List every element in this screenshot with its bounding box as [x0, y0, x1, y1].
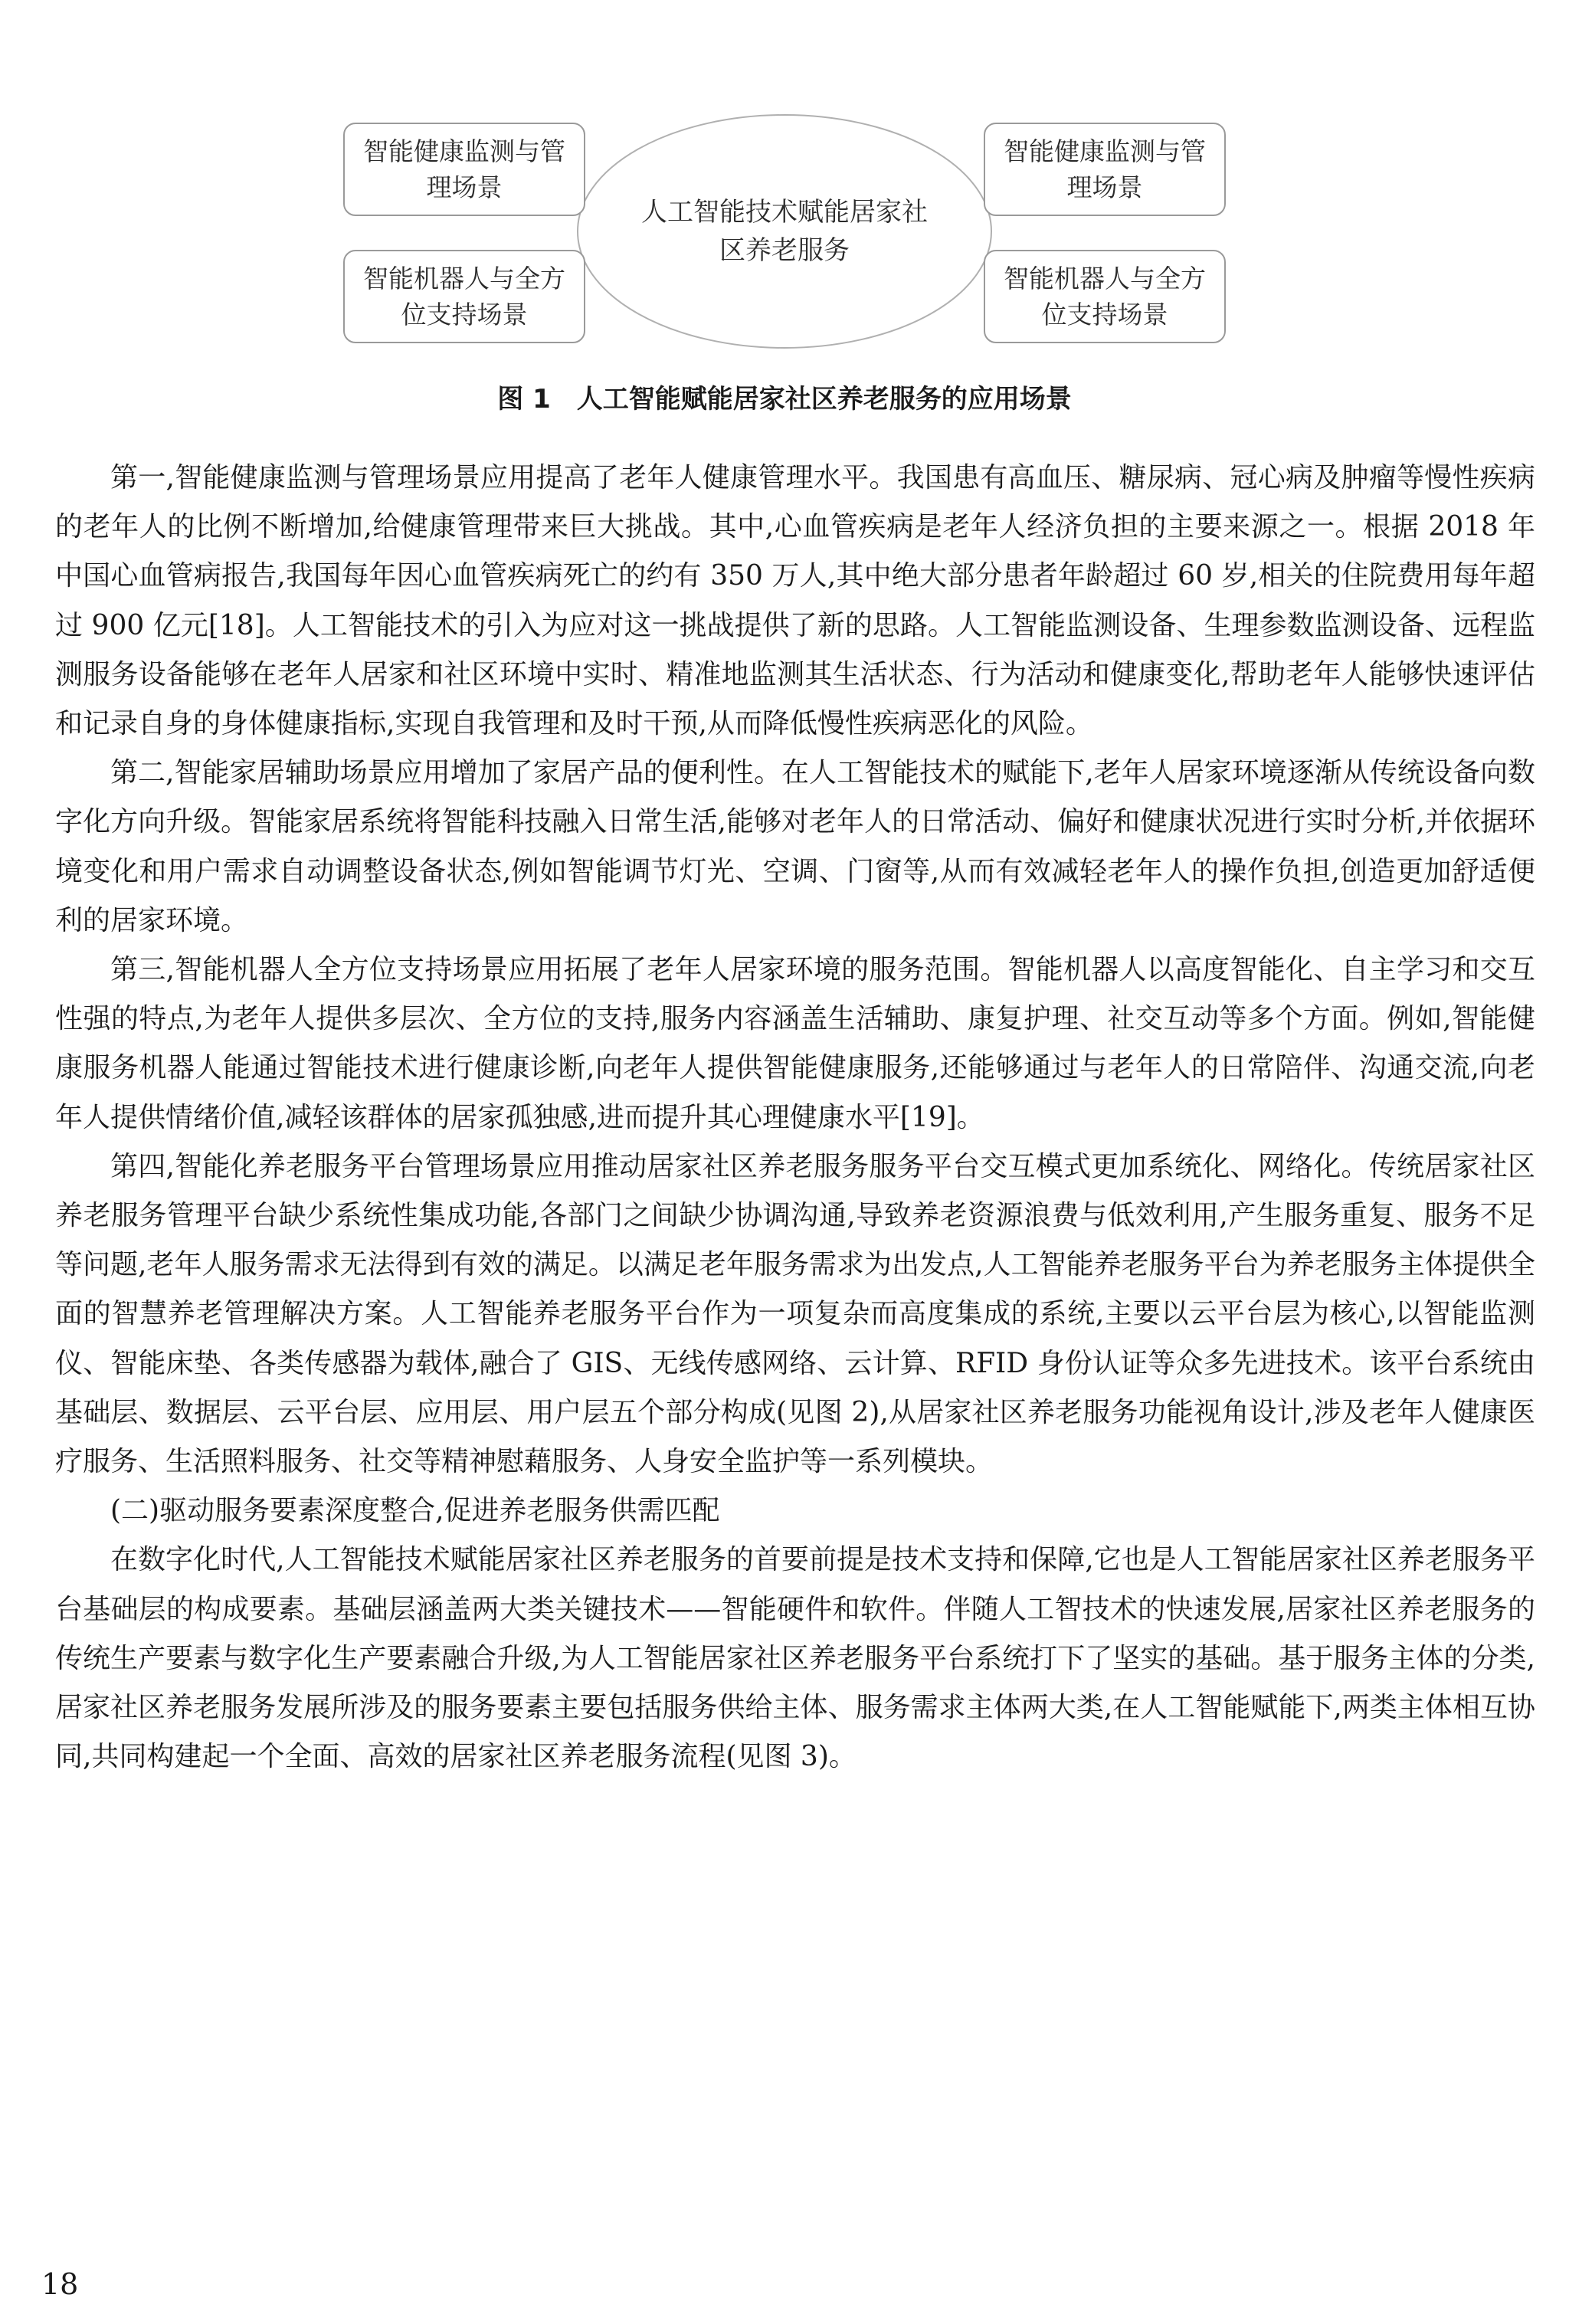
- figure-center-label: 人工智能技术赋能居家社区养老服务: [641, 197, 928, 266]
- figure-box-label: 智能机器人与全方位支持场景: [363, 264, 565, 329]
- paragraph: 在数字化时代,人工智能技术赋能居家社区养老服务的首要前提是技术支持和保障,它也是人工智能居家社区养老服务平台基础层的构成要素。基础层涵盖两大类关键技术——智能硬件和软件。伴随人工智技术的快速发展,居家社区养老服务的传统生产要素与数字化生产要素融合升级,为人工智能居家社区养老服务平台系统打下了坚实的基础。基于服务主体的分类,居家社区养老服务发展所涉及的服务要素主要包括服务供给主体、服务需求主体两大类,在人工智能赋能下,两类主体相互协同,共同构建起一个全面、高效的居家社区养老服务流程(见图 3)。: [55, 1544, 1535, 1773]
- section-subheading: (二)驱动服务要素深度整合,促进养老服务供需匹配: [110, 1495, 720, 1527]
- page-number: 18: [41, 2267, 79, 2301]
- paragraph: 第二,智能家居辅助场景应用增加了家居产品的便利性。在人工智能技术的赋能下,老年人居家环境逐渐从传统设备向数字化方向升级。智能家居系统将智能科技融入日常生活,能够对老年人的日常活动、偏好和健康状况进行实时分析,并依据环境变化和用户需求自动调整设备状态,例如智能调节灯光、空调、门窗等,从而有效减轻老年人的操作负担,创造更加舒适便利的居家环境。: [55, 757, 1535, 936]
- figure-box-label: 智能健康监测与管理场景: [363, 136, 565, 202]
- figure-box-health-monitoring-left: [343, 123, 585, 216]
- figure-box-health-monitoring-right: [984, 123, 1226, 216]
- figure-box-label: 智能机器人与全方位支持场景: [1004, 264, 1206, 329]
- paragraph: 第一,智能健康监测与管理场景应用提高了老年人健康管理水平。我国患有高血压、糖尿病、冠心病及肿瘤等慢性疾病的老年人的比例不断增加,给健康管理带来巨大挑战。其中,心血管疾病是老年人经济负担的主要来源之一。根据 2018 年中国心血管病报告,我国每年因心血管疾病死亡的约有 350 万人,其中绝大部分患者年龄超过 60 岁,相关的住院费用每年超过 900 亿元[18]。人工智能技术的引入为应对这一挑战提供了新的思路。人工智能监测设备、生理参数监测设备、远程监测服务设备能够在老年人居家和社区环境中实时、精准地监测其生活状态、行为活动和健康变化,帮助老年人能够快速评估和记录自身的身体健康指标,实现自我管理和及时干预,从而降低慢性疾病恶化的风险。: [55, 462, 1535, 740]
- paragraph: 第四,智能化养老服务平台管理场景应用推动居家社区养老服务服务平台交互模式更加系统化、网络化。传统居家社区养老服务管理平台缺少系统性集成功能,各部门之间缺少协调沟通,导致养老资源浪费与低效利用,产生服务重复、服务不足等问题,老年人服务需求无法得到有效的满足。以满足老年服务需求为出发点,人工智能养老服务平台为养老服务主体提供全面的智慧养老管理解决方案。人工智能养老服务平台作为一项复杂而高度集成的系统,主要以云平台层为核心,以智能监测仪、智能床垫、各类传感器为载体,融合了 GIS、无线传感网络、云计算、RFID 身份认证等众多先进技术。该平台系统由基础层、数据层、云平台层、应用层、用户层五个部分构成(见图 2),从居家社区养老服务功能视角设计,涉及老年人健康医疗服务、生活照料服务、社交等精神慰藉服务、人身安全监护等一系列模块。: [55, 1150, 1535, 1478]
- figure-1: [0, 0, 1569, 368]
- figure-box-robot-support-left: [343, 250, 585, 343]
- figure-box-robot-support-right: [984, 250, 1226, 343]
- article-body: [55, 454, 1535, 1782]
- figure-box-label: 智能健康监测与管理场景: [1004, 136, 1206, 202]
- figure-connector-lines: [0, 0, 1569, 368]
- figure-caption: 图 1 人工智能赋能居家社区养老服务的应用场景: [497, 384, 1072, 415]
- paragraph: 第三,智能机器人全方位支持场景应用拓展了老年人居家环境的服务范围。智能机器人以高度智能化、自主学习和交互性强的特点,为老年人提供多层次、全方位的支持,服务内容涵盖生活辅助、康复护理、社交互动等多个方面。例如,智能健康服务机器人能通过智能技术进行健康诊断,向老年人提供智能健康服务,还能够通过与老年人的日常陪伴、沟通交流,向老年人提供情绪价值,减轻该群体的居家孤独感,进而提升其心理健康水平[19]。: [55, 954, 1535, 1133]
